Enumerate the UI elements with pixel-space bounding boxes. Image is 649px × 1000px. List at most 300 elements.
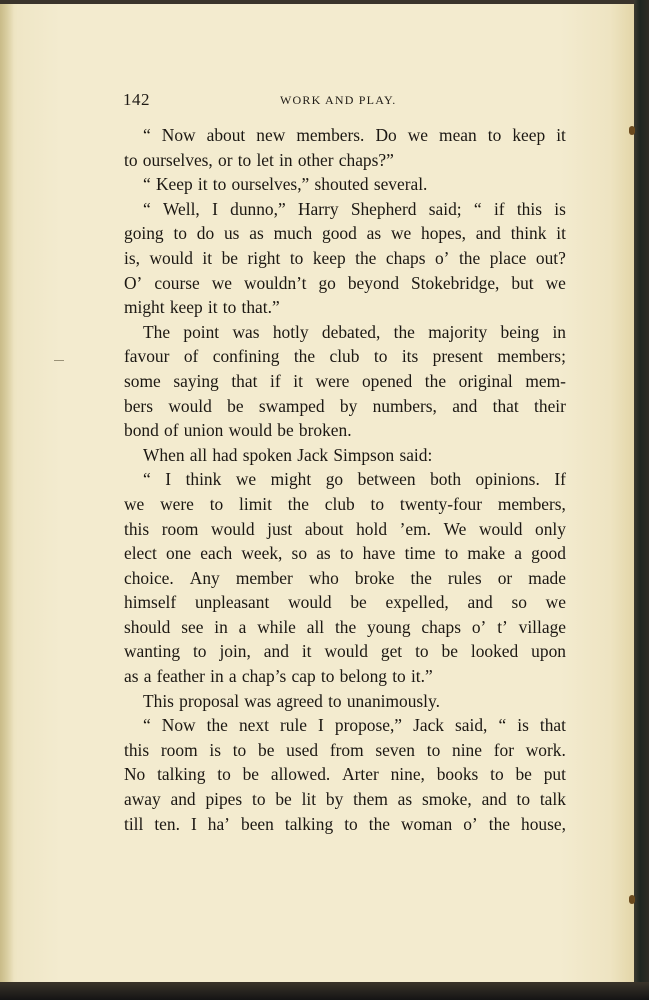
text-word: is (517, 715, 529, 736)
text-word: good (531, 543, 566, 564)
text-word: Stokebridge, (411, 272, 500, 293)
text-word: be (515, 764, 532, 785)
text-word: who (308, 567, 339, 588)
text-word: favour (124, 346, 170, 367)
text-word: village (518, 616, 566, 637)
text-line (124, 344, 566, 369)
text-word: shouted (314, 174, 369, 195)
text-word: work. (525, 739, 566, 760)
text-word: was (232, 321, 260, 342)
text-word: that (539, 715, 566, 736)
text-word: to (212, 174, 227, 195)
text-word: and (467, 592, 493, 613)
text-word: spoken (242, 444, 292, 465)
text-word: it (197, 174, 208, 195)
text-word: the (334, 616, 357, 637)
text-word: broken. (298, 420, 352, 441)
text-word: to (344, 813, 358, 834)
text-line (124, 689, 566, 714)
text-word: in (279, 149, 293, 170)
text-word: If (554, 469, 566, 490)
text-word: it.” (410, 666, 433, 687)
text-line (124, 492, 566, 517)
text-word: all (306, 616, 325, 637)
text-word: the (287, 493, 309, 514)
text-word: go (325, 469, 344, 490)
text-word: Any (189, 567, 220, 588)
text-word: to (289, 247, 304, 268)
text-word: that.” (241, 297, 280, 318)
text-word: room (160, 739, 198, 760)
text-word: This (143, 690, 174, 711)
text-line (124, 517, 566, 542)
text-word: I (165, 469, 172, 490)
text-word: if (493, 198, 505, 219)
text-word: looked (470, 641, 519, 662)
text-word: would (168, 395, 212, 416)
text-word: house, (521, 813, 566, 834)
text-word: Now (161, 125, 196, 145)
text-word: should (124, 616, 171, 637)
text-word: to (222, 297, 237, 318)
text-word: about (206, 125, 246, 145)
text-line (124, 394, 566, 419)
text-word: members. (296, 125, 365, 145)
text-word: twenty-four (399, 493, 482, 514)
text-word: if (270, 370, 281, 391)
text-word: cap (291, 666, 316, 687)
text-word: room (161, 518, 199, 539)
text-word: Do (375, 125, 397, 145)
scan-bottom-edge (0, 982, 649, 1000)
text-word: o’ (434, 247, 450, 268)
text-word: right (247, 247, 281, 268)
text-word: club (324, 493, 355, 514)
text-line (124, 615, 566, 640)
text-word: wanting (124, 641, 181, 662)
text-word: week, (241, 543, 283, 564)
text-word: Well, (163, 198, 200, 219)
text-word: keep (512, 125, 546, 145)
text-word: the (355, 247, 377, 268)
text-line (124, 369, 566, 394)
text-word: books (436, 764, 479, 785)
text-word: each (200, 543, 233, 564)
text-word: to (251, 789, 266, 810)
text-word: as (124, 666, 139, 687)
text-word: join, (219, 641, 251, 662)
text-line (124, 590, 566, 615)
text-word: we (545, 592, 566, 613)
text-line (124, 812, 566, 837)
text-word: opinions. (475, 469, 540, 490)
text-word: “ (498, 715, 507, 736)
text-word: talking (157, 764, 206, 785)
text-word: think (510, 223, 547, 244)
text-word: only (535, 518, 566, 539)
text-word: ten. (154, 813, 180, 834)
text-word: as (249, 223, 264, 244)
text-word: be (221, 247, 238, 268)
text-word: I (190, 813, 197, 834)
text-word: of (183, 346, 199, 367)
text-word: keep (312, 247, 346, 268)
book-page (0, 4, 634, 982)
text-word: its (401, 346, 419, 367)
text-word: “ (143, 174, 151, 195)
text-word: the (368, 813, 390, 834)
text-line (124, 443, 566, 468)
text-word: or (497, 567, 513, 588)
text-word: dunno,” (230, 198, 286, 219)
text-word: smoke, (421, 789, 472, 810)
text-word: while (257, 616, 296, 637)
text-word: would (211, 518, 255, 539)
text-word: that (231, 370, 258, 391)
text-word: unpleasant (194, 592, 270, 613)
text-word: Keep (155, 174, 193, 195)
text-word: been (241, 813, 274, 834)
text-word: make (467, 543, 506, 564)
text-word: we (545, 272, 566, 293)
text-word: out? (535, 247, 566, 268)
text-word: hold (356, 518, 388, 539)
text-word: to (415, 641, 429, 662)
text-word: hotly (272, 321, 309, 342)
text-word: them (353, 789, 388, 810)
text-word: “ (143, 469, 151, 490)
text-word: I (212, 198, 218, 219)
text-word: be (441, 641, 458, 662)
text-word: might (124, 297, 165, 318)
text-word: the (206, 715, 228, 736)
text-word: this (516, 198, 542, 219)
text-word: go (318, 272, 336, 293)
text-word: said, (455, 715, 488, 736)
text-word: mean (439, 125, 477, 145)
text-word: to (328, 690, 342, 711)
text-word: choice. (124, 567, 174, 588)
text-word: one (166, 543, 192, 564)
text-word: good (322, 223, 357, 244)
text-line (124, 221, 566, 246)
page-number: 142 (123, 90, 150, 109)
text-word: and (170, 789, 196, 810)
text-word: union (183, 420, 224, 441)
text-word: rules (447, 567, 482, 588)
text-word: let (256, 149, 274, 170)
text-word: as (316, 543, 331, 564)
text-word: said; (428, 198, 462, 219)
text-word: confining (212, 346, 280, 367)
text-word: between (357, 469, 416, 490)
text-word: hopes, (421, 223, 466, 244)
text-word: chaps (421, 616, 461, 637)
foxing-spot (629, 895, 635, 904)
text-word: the (488, 813, 510, 834)
text-word: “ (143, 125, 151, 145)
foxing-spot (629, 126, 635, 135)
text-word: but (511, 272, 534, 293)
text-word: wouldn’t (243, 272, 307, 293)
text-word: get (380, 641, 403, 662)
text-word: several. (373, 174, 428, 195)
text-word: do (196, 223, 215, 244)
text-word: much (273, 223, 313, 244)
text-word: members; (497, 346, 566, 367)
text-word: in (214, 616, 228, 637)
text-line (124, 148, 566, 173)
text-word: talk (539, 789, 566, 810)
text-word: in (552, 321, 566, 342)
text-word: a (514, 543, 522, 564)
text-line (124, 246, 566, 271)
text-word: young (367, 616, 411, 637)
text-word: debated, (321, 321, 381, 342)
text-line (124, 295, 566, 320)
text-word: us (223, 223, 240, 244)
text-word: lit (301, 789, 317, 810)
text-word: to (173, 223, 187, 244)
text-line (124, 566, 566, 591)
book-fore-edge (634, 0, 649, 1000)
text-word: it (207, 297, 218, 318)
text-word: was (244, 690, 272, 711)
text-word: saying (173, 370, 219, 391)
text-word: it (293, 370, 303, 391)
text-line (124, 197, 566, 222)
text-line (124, 713, 566, 738)
text-word: some (124, 370, 161, 391)
text-word: a (143, 666, 152, 687)
text-word: ’em. (399, 518, 431, 539)
text-word: Jack (413, 715, 444, 736)
text-word: to (426, 739, 441, 760)
text-word: would (228, 420, 273, 441)
text-word: to (124, 149, 138, 170)
text-word: used (286, 739, 319, 760)
text-word: Simpson (333, 444, 395, 465)
text-word: seven (375, 739, 415, 760)
text-word: and (263, 641, 289, 662)
text-line (124, 664, 566, 689)
text-word: or (218, 149, 233, 170)
text-word: bers (124, 395, 153, 416)
text-word: the (293, 346, 316, 367)
text-word: to (192, 641, 207, 662)
text-word: Harry (297, 198, 339, 219)
text-word: upon (531, 641, 566, 662)
text-word: about (304, 518, 344, 539)
text-word: next (238, 715, 269, 736)
text-word: chaps?” (338, 149, 394, 170)
text-word: their (534, 395, 566, 416)
text-word: be (277, 420, 294, 441)
text-line (124, 123, 566, 148)
text-word: just (267, 518, 293, 539)
text-word: keep (169, 297, 203, 318)
text-word: agreed (276, 690, 323, 711)
text-word: said: (399, 444, 433, 465)
text-word: to (232, 739, 247, 760)
text-word: the (393, 321, 415, 342)
text-word: o’ (471, 616, 487, 637)
text-word: nine (452, 739, 482, 760)
text-word: be (227, 395, 244, 416)
text-word: is (554, 198, 566, 219)
text-word: to (320, 666, 335, 687)
text-word: himself (124, 592, 177, 613)
text-word: Shepherd (350, 198, 417, 219)
body-text (124, 123, 566, 836)
text-word: bond (124, 420, 159, 441)
text-word: the (410, 567, 432, 588)
text-word: it (556, 223, 566, 244)
text-word: a (228, 666, 237, 687)
text-word: elect (124, 543, 157, 564)
text-word: might (270, 469, 312, 490)
text-word: club (329, 346, 360, 367)
text-word: “ (473, 198, 482, 219)
text-word: we (390, 223, 412, 244)
text-word: made (528, 567, 566, 588)
text-word: Now (161, 715, 196, 736)
text-line (124, 418, 566, 443)
text-line (124, 541, 566, 566)
text-word: to (490, 764, 504, 785)
text-word: allowed. (270, 764, 331, 785)
text-line (124, 787, 566, 812)
text-word: other (297, 149, 334, 170)
text-word: rule (279, 715, 307, 736)
text-word: it (556, 125, 566, 145)
text-word: When (143, 444, 185, 465)
text-word: it (202, 247, 213, 268)
text-word: to (392, 666, 406, 687)
text-word: point (183, 321, 220, 342)
text-word: nine, (390, 764, 425, 785)
text-word: mem- (525, 370, 566, 391)
text-word: ourselves, (142, 149, 213, 170)
text-word: a (238, 616, 247, 637)
text-word: is (209, 739, 221, 760)
text-word: o’ (463, 813, 478, 834)
text-word: away (124, 789, 161, 810)
running-title: WORK AND PLAY. (280, 93, 397, 107)
text-word: unanimously. (346, 690, 440, 711)
text-word: original (458, 370, 513, 391)
text-word: ourselves,” (231, 174, 310, 195)
text-word: would (324, 641, 368, 662)
text-line (124, 467, 566, 492)
text-word: and (481, 789, 507, 810)
text-word: ha’ (207, 813, 230, 834)
text-line (124, 762, 566, 787)
text-word: and (475, 223, 501, 244)
text-word: propose,” (334, 715, 403, 736)
text-word: in (210, 666, 224, 687)
text-word: broke (354, 567, 395, 588)
text-word: and (452, 395, 478, 416)
text-word: I (318, 715, 324, 736)
text-word: to (209, 493, 224, 514)
text-word: this (124, 518, 150, 539)
text-word: Arter (342, 764, 379, 785)
text-word: O’ (124, 272, 143, 293)
text-word: swamped (258, 395, 325, 416)
text-word: both (430, 469, 462, 490)
text-word: were (160, 493, 194, 514)
text-word: as (397, 789, 413, 810)
text-word: beyond (347, 272, 400, 293)
text-line (124, 271, 566, 296)
text-word: being (500, 321, 540, 342)
text-word: feather (156, 666, 205, 687)
text-word: t’ (497, 616, 508, 637)
text-word: were (315, 370, 350, 391)
text-word: to (487, 125, 502, 145)
text-word: for (493, 739, 514, 760)
text-word: we (407, 125, 429, 145)
running-head (123, 90, 571, 112)
text-word: be (258, 739, 275, 760)
text-word: is, (124, 247, 140, 268)
text-word: think (185, 469, 222, 490)
text-word: would (149, 247, 193, 268)
text-word: so (511, 592, 527, 613)
text-word: as (366, 223, 382, 244)
text-word: be (350, 592, 367, 613)
text-word: the (458, 247, 481, 268)
text-word: expelled, (385, 592, 449, 613)
text-word: to (237, 149, 252, 170)
text-word: to (339, 543, 354, 564)
text-word: the (424, 370, 447, 391)
text-word: woman (401, 813, 453, 834)
text-word: we (124, 493, 145, 514)
text-word: members, (497, 493, 566, 514)
text-word: pipes (205, 789, 243, 810)
text-word: to (373, 346, 388, 367)
text-word: put (543, 764, 566, 785)
text-word: time (404, 543, 436, 564)
text-word: we (235, 469, 257, 490)
text-word: “ (143, 198, 151, 219)
text-word: this (124, 739, 150, 760)
text-word: by (339, 395, 358, 416)
text-word: be (275, 789, 292, 810)
text-word: limit (239, 493, 272, 514)
text-line (124, 639, 566, 664)
text-line (124, 172, 566, 197)
text-word: till (124, 813, 144, 834)
text-word: so (291, 543, 308, 564)
text-word: of (164, 420, 179, 441)
text-word: be (242, 764, 260, 785)
text-word: chaps (385, 247, 426, 268)
text-word: have (362, 543, 396, 564)
text-word: to (444, 543, 459, 564)
text-word: The (143, 321, 171, 342)
text-word: to (516, 789, 531, 810)
margin-pencil-mark (54, 360, 64, 361)
text-word: would (288, 592, 332, 613)
text-word: numbers, (372, 395, 437, 416)
text-word: see (181, 616, 204, 637)
text-word: to (370, 493, 385, 514)
text-word: belong (339, 666, 387, 687)
text-word: chap’s (241, 666, 287, 687)
